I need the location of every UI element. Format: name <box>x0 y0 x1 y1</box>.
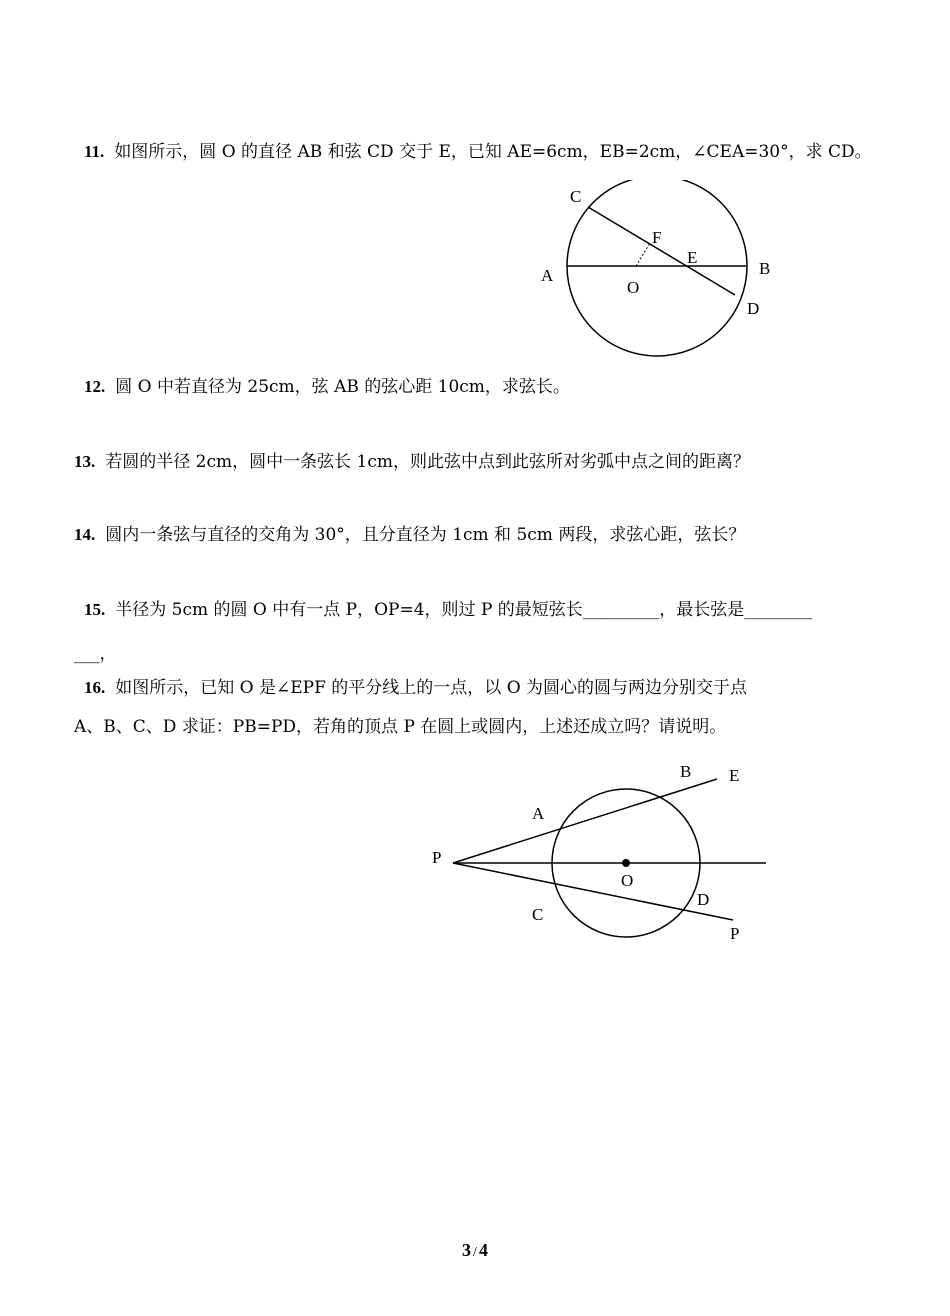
question-number: 11. <box>84 142 105 161</box>
page-number <box>0 1240 950 1261</box>
question-text-line-2: A、B、C、D 求证：PB=PD，若角的顶点 P 在圆上或圆内，上述还成立吗？请说明。 <box>74 717 727 737</box>
question-text-line-1: 半径为 5cm 的圆 O 中有一点 P，OP=4，则过 P 的最短弦长_________，最长弦是________ <box>115 600 813 620</box>
question-text-line-1: 如图所示，已知 O 是∠EPF 的平分线上的一点，以 O 为圆心的圆与两边分别交于点 <box>115 678 748 698</box>
label-a: A <box>541 266 554 285</box>
question-text: 若圆的半径 2cm，圆中一条弦长 1cm，则此弦中点到此弦所对劣弧中点之间的距离？ <box>105 452 750 472</box>
perpendicular-of <box>636 243 650 266</box>
label-e: E <box>687 248 698 267</box>
label-o: O <box>621 871 634 890</box>
label-f: F <box>652 228 662 247</box>
question-16 <box>84 676 747 700</box>
question-16-continued <box>74 715 726 739</box>
question-13 <box>74 450 750 474</box>
label-c: C <box>532 905 544 924</box>
label-p-end: P <box>730 924 740 943</box>
label-d: D <box>697 890 710 909</box>
total-pages: 4 <box>478 1240 488 1260</box>
figure-circle-chord <box>530 180 790 360</box>
question-number: 12. <box>84 377 106 396</box>
page-separator: / <box>473 1245 477 1260</box>
label-b: B <box>759 259 771 278</box>
label-p-vertex: P <box>432 848 442 867</box>
label-d: D <box>747 299 760 318</box>
question-text: 圆 O 中若直径为 25cm，弦 AB 的弦心距 10cm，求弦长。 <box>115 377 570 397</box>
question-11 <box>84 140 872 164</box>
center-point-o <box>622 859 630 867</box>
ray-pe <box>453 779 717 863</box>
question-text: 如图所示，圆 O 的直径 AB 和弦 CD 交于 E，已知 AE=6cm，EB=2cm，∠CEA=30°，求 CD。 <box>114 142 872 162</box>
question-15-continued <box>74 642 117 666</box>
current-page: 3 <box>462 1240 472 1260</box>
label-e: E <box>729 766 740 785</box>
question-number: 16. <box>84 678 106 697</box>
question-text-line-2: ___， <box>74 644 117 664</box>
ray-pf <box>453 863 733 920</box>
label-c: C <box>570 187 582 206</box>
circle-o <box>567 180 747 356</box>
question-number: 15. <box>84 600 106 619</box>
question-text: 圆内一条弦与直径的交角为 30°，且分直径为 1cm 和 5cm 两段，求弦心距，弦长？ <box>105 525 746 545</box>
label-b: B <box>680 762 692 781</box>
question-number: 14. <box>74 525 96 544</box>
question-15 <box>84 598 812 622</box>
question-number: 13. <box>74 452 96 471</box>
chord-cd <box>588 207 735 295</box>
question-12 <box>84 375 570 399</box>
question-14 <box>74 523 745 547</box>
label-a: A <box>532 804 545 823</box>
figure-angle-bisector-circle <box>420 755 790 955</box>
label-o: O <box>627 278 640 297</box>
